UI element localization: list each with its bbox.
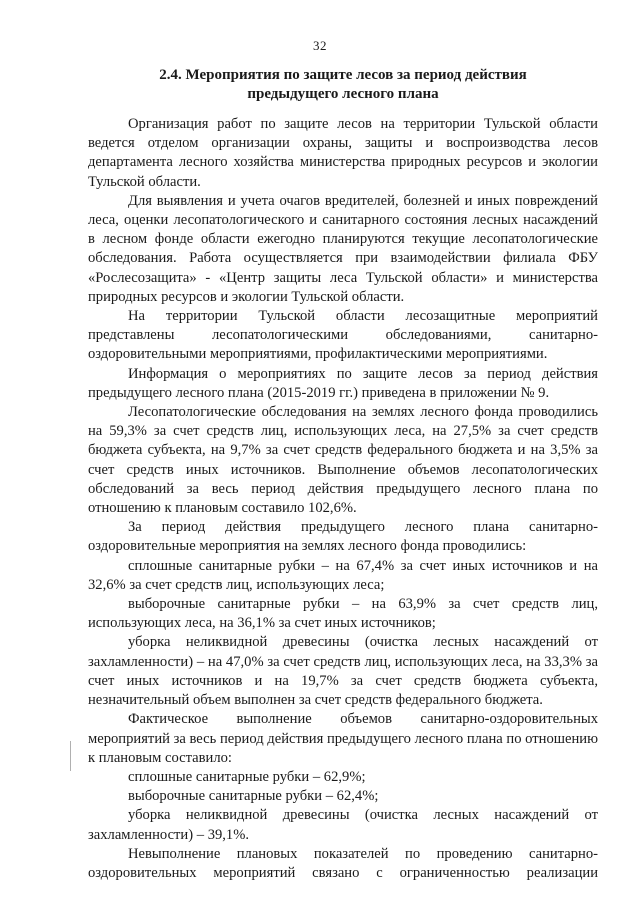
paragraph: Невыполнение плановых показателей по проведению санитарно-оздоровительных мероприятий связано с ограниченностью реализации: [88, 845, 598, 881]
list-item: выборочные санитарные рубки – на 63,9% за счет средств лиц, использующих леса, на 36,1% за счет иных источников;: [88, 596, 598, 632]
paragraph: За период действия предыдущего лесного плана санитарно-оздоровительные мероприятия на землях лесного фонда проводились:: [88, 519, 598, 555]
body-text: [88, 115, 598, 883]
paragraph: Информация о мероприятиях по защите лесов за период действия предыдущего лесного плана (2015-2019 гг.) приведена в приложении № 9.: [88, 365, 598, 401]
paragraph: Для выявления и учета очагов вредителей, болезней и иных повреждений леса, оценки лесопатологического и санитарного состояния лесных насаждений в лесном фонде области ежегодно планируются текущие лесопатологические обследования. Работа осуществляется при взаимодействии филиала ФБУ «Рослесозащита» - «Центр защиты леса Тульской области» и министерства природных ресурсов и экологии Тульской области.: [88, 192, 598, 305]
list-item: сплошные санитарные рубки – на 67,4% за счет иных источников и на 32,6% за счет средств лиц, использующих леса;: [88, 557, 598, 593]
paragraph: Фактическое выполнение объемов санитарно-оздоровительных мероприятий за весь период действия предыдущего лесного плана по отношению к плановым составило:: [88, 711, 598, 766]
section-title-line-2: предыдущего лесного плана: [247, 86, 439, 102]
section-title: [88, 66, 598, 104]
paragraph: На территории Тульской области лесозащитные мероприятий представлены лесопатологическими обследованиями, санитарно-оздоровительными мероприятиями, профилактическими мероприятиями.: [88, 308, 598, 363]
paragraph: Организация работ по защите лесов на территории Тульской области ведется отделом организации охраны, защиты и воспроизводства лесов департамента лесного хозяйства министерства природных ресурсов и экологии Тульской области.: [88, 116, 598, 190]
page-number: 32: [313, 38, 327, 53]
section-title-line-1: 2.4. Мероприятия по защите лесов за период действия: [159, 67, 527, 83]
margin-mark: [70, 741, 71, 771]
list-item: сплошные санитарные рубки – 62,9%;: [128, 768, 366, 785]
paragraph: Лесопатологические обследования на землях лесного фонда проводились на 59,3% за счет средств лиц, использующих леса, на 27,5% за счет средств бюджета субъекта, на 9,7% за счет средств федерального бюджета и на 3,5% за счет средств иных источников. Выполнение объемов лесопатологических обследований за весь период действия предыдущего лесного плана по отношению к плановым составило 102,6%.: [88, 404, 598, 517]
list-item: выборочные санитарные рубки – 62,4%;: [128, 788, 379, 805]
list-item: уборка неликвидной древесины (очистка лесных насаждений от захламленности) – 39,1%.: [88, 807, 598, 843]
list-item: уборка неликвидной древесины (очистка лесных насаждений от захламленности) – на 47,0% за счет средств лиц, использующих леса, на 33,3% за счет иных источников и на 19,7% за счет средств бюджета субъекта, незначительный объем выполнен за счет средств федерального бюджета.: [88, 634, 598, 709]
